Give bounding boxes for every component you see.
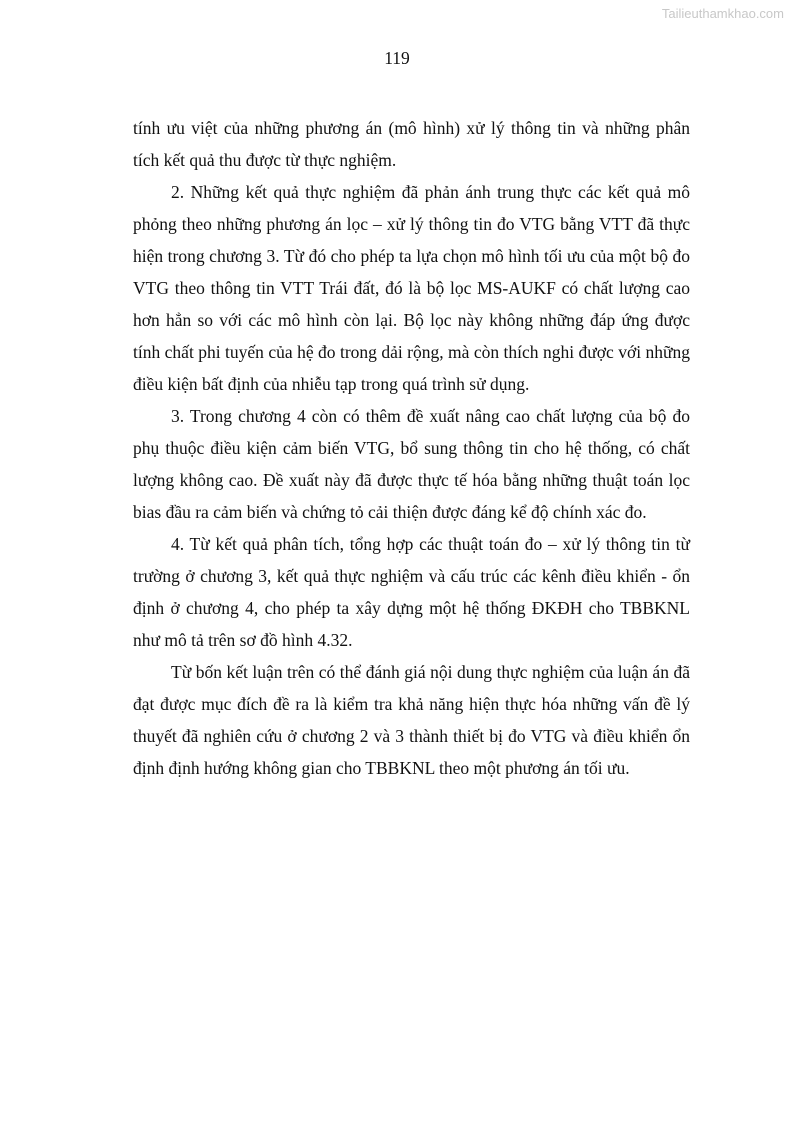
paragraph-conclusion-4: 4. Từ kết quả phân tích, tổng hợp các thuật toán đo – xử lý thông tin từ trường ở chương 3, kết quả thực nghiệm và cấu trúc các kênh điều khiển - ổn định ở chương 4, cho phép ta xây dựng một hệ thống ĐKĐH cho TBBKNL như mô tả trên sơ đồ hình 4.32. xyxy=(133,534,690,650)
page-number: 119 xyxy=(384,48,410,68)
document-body xyxy=(133,112,690,784)
watermark: Tailieuthamkhao.com xyxy=(661,6,784,21)
paragraph-continuation: tính ưu việt của những phương án (mô hình) xử lý thông tin và những phân tích kết quả thu được từ thực nghiệm. xyxy=(133,118,690,170)
paragraph-conclusion-3: 3. Trong chương 4 còn có thêm đề xuất nâng cao chất lượng của bộ đo phụ thuộc điều kiện cảm biến VTG, bổ sung thông tin cho hệ thống, có chất lượng không cao. Đề xuất này đã được thực tế hóa bằng những thuật toán lọc bias đầu ra cảm biến và chứng tỏ cải thiện được đáng kể độ chính xác đo. xyxy=(133,406,690,522)
paragraph-conclusion-2: 2. Những kết quả thực nghiệm đã phản ánh trung thực các kết quả mô phỏng theo những phương án lọc – xử lý thông tin đo VTG bằng VTT đã thực hiện trong chương 3. Từ đó cho phép ta lựa chọn mô hình tối ưu của một bộ đo VTG theo thông tin VTT Trái đất, đó là bộ lọc MS-AUKF có chất lượng cao hơn hẳn so với các mô hình còn lại. Bộ lọc này không những đáp ứng được tính chất phi tuyến của hệ đo trong dải rộng, mà còn thích nghi được với những điều kiện bất định của nhiễu tạp trong quá trình sử dụng. xyxy=(133,182,690,394)
paragraph-summary: Từ bốn kết luận trên có thể đánh giá nội dung thực nghiệm của luận án đã đạt được mục đích đề ra là kiểm tra khả năng hiện thực hóa những vấn đề lý thuyết đã nghiên cứu ở chương 2 và 3 thành thiết bị đo VTG và điều khiển ổn định định hướng không gian cho TBBKNL theo một phương án tối ưu. xyxy=(133,662,690,778)
